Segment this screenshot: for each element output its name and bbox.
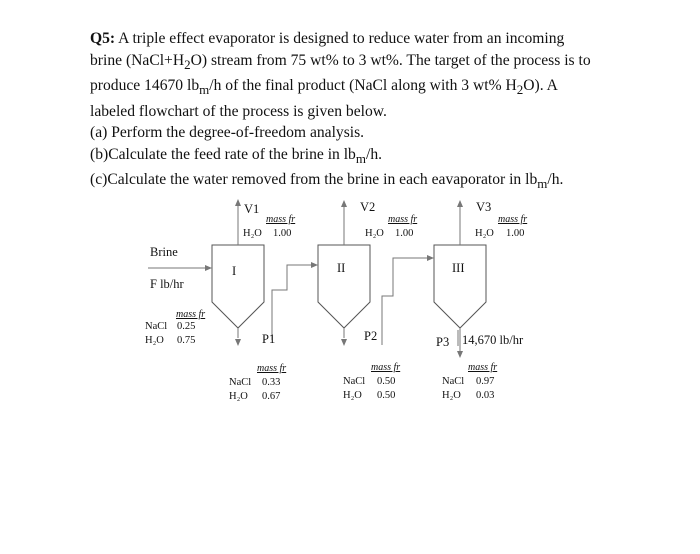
p2-massfrac-header: mass fr <box>371 362 401 373</box>
p2-h2o-label: H₂O <box>343 390 362 401</box>
subscript: m <box>537 176 548 192</box>
part-prefix: (b) <box>90 145 109 163</box>
vapor-1-label: V1 <box>244 202 260 216</box>
intro-text-b: O) stream from 75 wt% to 3 wt%. The target of the process is to <box>190 51 591 69</box>
final-product-flow: 14,670 lb/hr <box>462 333 524 347</box>
vapor-2-arrowhead <box>341 200 347 207</box>
question-number: Q5: <box>90 30 116 47</box>
vapor-3-arrowhead <box>457 200 463 207</box>
p3-h2o-label: H₂O <box>442 390 461 401</box>
intro-text-f: labeled flowchart of the process is given below. <box>90 102 387 120</box>
intro-text-a: brine (NaCl+H <box>90 51 185 69</box>
evaporator-1-vessel <box>212 245 264 328</box>
vapor-2-label: V2 <box>360 200 376 214</box>
vapor-3-label: V3 <box>476 200 492 214</box>
p2-transfer-arrowhead <box>427 255 434 261</box>
vapor-3-h2o-value: 1.00 <box>506 228 525 239</box>
p1-nacl-value: 0.33 <box>262 377 281 388</box>
p1-h2o-label: H₂O <box>229 391 248 402</box>
brine-label: Brine <box>150 245 178 259</box>
vapor-2-massfrac-header: mass fr <box>388 214 418 225</box>
p3-arrowhead <box>457 351 463 358</box>
intro-text-e: O). A <box>523 77 558 95</box>
p1-transfer-line <box>272 265 313 340</box>
feed-flow-label: F lb/hr <box>150 277 184 291</box>
part-tail: /h. <box>365 145 383 163</box>
p3-nacl-value: 0.97 <box>476 376 495 387</box>
vapor-3-h2o-label: H₂O <box>475 228 494 239</box>
p2-nacl-value: 0.50 <box>377 376 396 387</box>
evaporator-3-label: III <box>452 261 465 275</box>
vapor-2-h2o-label: H₂O <box>365 228 384 239</box>
subscript: m <box>199 82 210 98</box>
part-prefix: (c) <box>90 171 108 189</box>
vapor-1-arrowhead <box>235 199 241 206</box>
p1-transfer-arrowhead <box>311 262 318 268</box>
p1-arrowhead <box>235 339 241 346</box>
evaporator-2-vessel <box>318 245 370 328</box>
intro-text-c: produce 14670 lb <box>90 77 200 95</box>
p2-h2o-value: 0.50 <box>377 390 396 401</box>
vapor-1-h2o-value: 1.00 <box>273 228 292 239</box>
intro-line-1: A triple effect evaporator is designed to reduce water from an incoming <box>115 30 565 47</box>
p1-h2o-value: 0.67 <box>262 391 281 402</box>
evaporator-2-label: II <box>337 261 346 275</box>
product-2-label: P2 <box>364 329 378 343</box>
product-3-label: P3 <box>436 335 450 349</box>
p3-massfrac-header: mass fr <box>468 362 498 373</box>
part-text: Perform the degree-of-freedom analysis. <box>111 124 365 142</box>
vapor-3-massfrac-header: mass fr <box>498 214 528 225</box>
vapor-1-massfrac-header: mass fr <box>266 214 296 225</box>
p3-h2o-value: 0.03 <box>476 390 495 401</box>
part-tail: /h. <box>547 171 564 189</box>
part-text: Calculate the feed rate of the brine in lb <box>108 145 356 163</box>
intro-text-d: /h of the final product (NaCl along with 3 wt% H <box>209 77 517 95</box>
product-1-label: P1 <box>262 332 276 346</box>
subscript: m <box>355 150 366 166</box>
evaporator-1-label: I <box>232 264 237 278</box>
feed-h2o-value: 0.75 <box>177 335 196 346</box>
subscript: 2 <box>184 56 191 72</box>
feed-massfrac-header: mass fr <box>176 309 206 320</box>
evaporator-3-vessel <box>434 245 486 328</box>
p2-arrowhead <box>341 339 347 346</box>
vapor-1-h2o-label: H₂O <box>243 228 262 239</box>
subscript: 2 <box>516 82 524 98</box>
part-prefix: (a) <box>90 124 108 142</box>
p2-transfer-line <box>382 258 429 345</box>
vapor-2-h2o-value: 1.00 <box>395 228 414 239</box>
p1-nacl-label: NaCl <box>229 377 252 388</box>
part-text: Calculate the water removed from the brine in each eavaporator in lb <box>107 171 538 189</box>
feed-arrowhead <box>205 265 212 271</box>
feed-h2o-label: H₂O <box>145 335 164 346</box>
p3-nacl-label: NaCl <box>442 376 465 387</box>
p2-nacl-label: NaCl <box>343 376 366 387</box>
feed-nacl-label: NaCl <box>145 321 168 332</box>
feed-nacl-value: 0.25 <box>177 321 196 332</box>
p1-massfrac-header: mass fr <box>257 363 287 374</box>
